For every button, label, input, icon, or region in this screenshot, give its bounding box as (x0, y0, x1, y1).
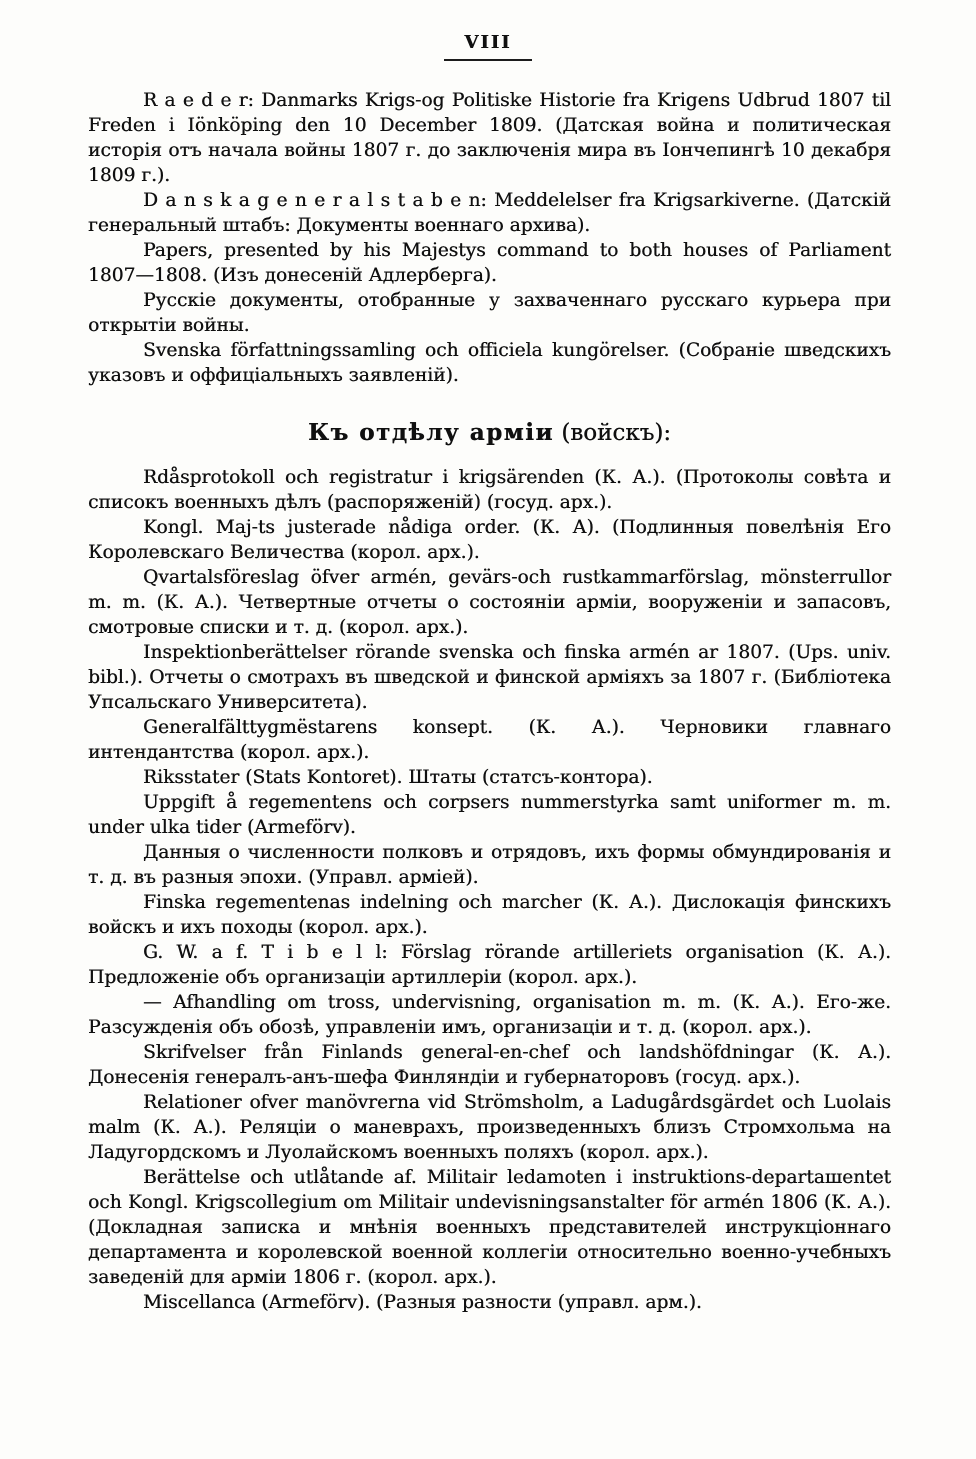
paragraph-raeder: R a e d e r: Danmarks Krigs-og Politiske Historie fra Krigens Udbrud 1807 til Freden i Iönköping den 10 December 1809. (Датская война и политическая исторія отъ начала войны 1807 г. до заключенія мира въ Іончепингѣ 10 декабря 1809 г.). (88, 90, 891, 186)
paragraph-qvartalsforeslag: Qvartalsföreslag öfver armén, gevärs-och rustkammarförslag, mönsterrullor m. m. (К. А.). Четвертные отчеты о состояніи арміи, вооруженіи и запасовъ, смотровые списки и т. д. (корол. арх.). (88, 567, 891, 638)
paragraph-tibell-forslag: G. W. a f. T i b e l l: Förslag rörande artilleriets organisation (К. А.). Предложеніе объ организаціи артиллеріи (корол. арх.). (88, 942, 891, 988)
paragraph-relationer-stromsholm: Relationer ofver manövrerna vid Strömsholm, a Ladugårdsgärdet och Luolais malm (К. А.). Реляціи о маневрахъ, произведенныхъ близъ Стромхольма на Ладугордскомъ и Луолайскомъ военныхъ поляхъ (корол. арх.). (88, 1092, 891, 1163)
paragraph-papers-parliament: Papers, presented by his Majestys command to both houses of Parliament 1807—1808. (Изъ донесеній Адлерберга). (88, 240, 891, 286)
paragraph-russian-documents: Русскіе документы, отобранные у захваченнаго русскаго курьера при открытіи войны. (88, 290, 891, 336)
page-number-rule (444, 59, 532, 61)
paragraph-afhandling-tross: — Afhandling om tross, undervisning, organisation m. m. (К. А.). Его-же. Разсужденія объ обозѣ, управленіи имъ, организаціи и т. д. (корол. арх.). (88, 992, 891, 1038)
page-number: VIII (464, 32, 512, 53)
paragraph-miscellanca: Miscellanca (Armeförv). (Разныя разности (управл. арм.). (143, 1292, 702, 1313)
section-heading-normal: (войскъ): (553, 420, 671, 446)
paragraph-finska-regementenas: Finska regementenas indelning och marcher (К. А.). Дислокація финскихъ войскъ и ихъ походы (корол. арх.). (88, 892, 891, 938)
paragraph-skrifvelser-finlands: Skrifvelser från Finlands general-en-chef och landshöfdningar (К. А.). Донесенія генералъ-анъ-шефа Финляндіи и губернаторовъ (госуд. арх.). (88, 1042, 891, 1088)
paragraph-berattelse-utlatande: Berättelse och utlåtande af. Militair ledamoten i instruktions-departaшentet och Kongl. Krigscollegium om Militair undevisningsanstalter för armén 1806 (К. А.). (Докладная записка и мнѣнія военныхъ представителей инструкціоннаго департамента и королевской военной коллегіи относительно военно-учебныхъ заведеній для арміи 1806 г. (корол. арх.). (88, 1167, 891, 1288)
paragraph-kongl-majts-order: Kongl. Maj-ts justerade nådiga order. (К. А). (Подлинныя повелѣнія Его Королевскаго Величества (корол. арх.). (88, 517, 891, 563)
paragraph-riksstater: Riksstater (Stats Kontoret). Штаты (статсъ-контора). (143, 767, 653, 788)
paragraph-svenska-forfattningssamling: Svenska författningssamling och officiela kungörelser. (Собраніе шведскихъ указовъ и оффиціальныхъ заявленій). (88, 340, 891, 386)
paragraph-danska-generalstaben: D a n s k a g e n e r a l s t a b e n: Meddelelser fra Krigsarkiverne. (Датскій генеральный штабъ: Документы военнаго архива). (88, 190, 891, 236)
document-body (88, 88, 891, 1315)
paragraph-uppgift-regementens: Uppgift å regementens och corpsers nummerstyrka samt uniformer m. m. under ulka tider (Armeförv). (88, 792, 891, 838)
section-heading-bold: Къ отдѣлу арміи (308, 419, 554, 446)
section-heading-army (88, 419, 891, 447)
paragraph-radsprotokoll: Rdåsprotokoll och registratur i krigsärenden (К. А.). (Протоколы совѣта и списокъ военныхъ дѣлъ (распоряженій) (госуд. арх.). (88, 467, 891, 513)
paragraph-generalfalttygmastarens: Generalfälttygmëstarens konsept. (К. А.). Черновики главнаго интендантства (корол. арх.). (88, 717, 891, 763)
paragraph-dannyia-chislennosti: Данныя о численности полковъ и отрядовъ, ихъ формы обмундированія и т. д. въ разныя эпохи. (Управл. арміей). (88, 842, 891, 888)
paragraph-inspektionberattelser: Inspektionberättelser rörande svenska och finska armén ar 1807. (Ups. univ. bibl.). Отчеты о смотрахъ въ шведской и финской арміяхъ за 1807 г. (Библіотека Упсальскаго Университета). (88, 642, 891, 713)
page-header (0, 0, 976, 61)
